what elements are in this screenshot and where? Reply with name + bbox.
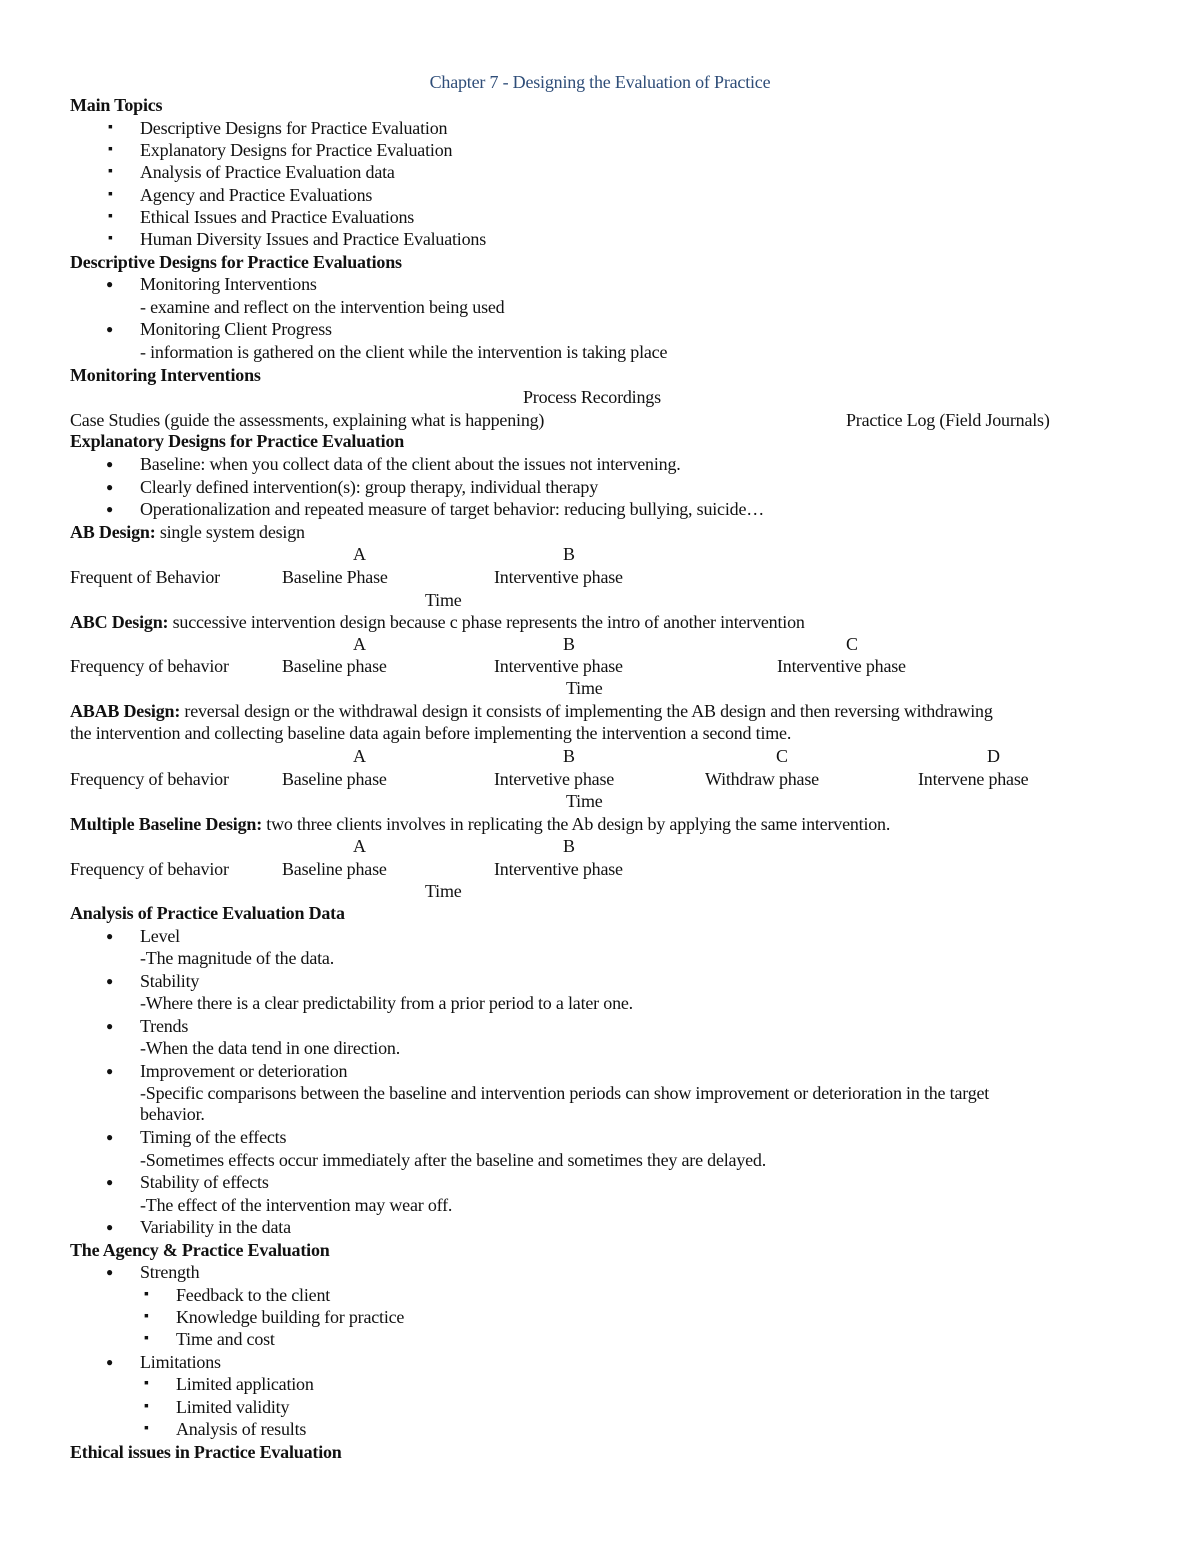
ab-phase-b: B — [563, 544, 575, 564]
abc-design-label: ABC Design: — [70, 612, 169, 632]
monitoring-heading: Monitoring Interventions — [70, 365, 261, 385]
abc-baseline: Baseline phase — [282, 656, 387, 676]
abab-intervene: Intervene phase — [918, 769, 1029, 789]
main-topic-item: ▪ Descriptive Designs for Practice Evaluation — [140, 117, 447, 139]
main-topic-item: ▪ Explanatory Designs for Practice Evaluation — [140, 139, 452, 161]
analysis-item: ● Stability — [140, 970, 199, 992]
abc-design-text: successive intervention design because c phase represents the intro of another intervention — [168, 612, 805, 632]
analysis-item-desc: behavior. — [140, 1104, 205, 1124]
main-topic-item: ▪ Human Diversity Issues and Practice Evaluations — [140, 228, 486, 250]
abab-phase-d: D — [987, 746, 1000, 766]
abc-interventive-1: Interventive phase — [494, 656, 623, 676]
multiple-interventive: Interventive phase — [494, 859, 623, 879]
agency-strength: ● Strength — [140, 1261, 199, 1283]
analysis-item: ● Stability of effects — [140, 1171, 269, 1193]
ethical-heading: Ethical issues in Practice Evaluation — [70, 1442, 342, 1462]
abab-design-text: reversal design or the withdrawal design it consists of implementing the AB design and then reversing withdrawing — [180, 701, 993, 721]
abab-phase-a: A — [353, 746, 366, 766]
multiple-frequency: Frequency of behavior — [70, 859, 229, 879]
abc-phase-a: A — [353, 634, 366, 654]
explanatory-item: ● Clearly defined intervention(s): group therapy, individual therapy — [140, 476, 598, 498]
abab-design-text-2: the intervention and collecting baseline data again before implementing the intervention a second time. — [70, 723, 792, 743]
abc-phase-b: B — [563, 634, 575, 654]
analysis-item-desc: -The effect of the intervention may wear off. — [140, 1195, 453, 1215]
agency-limitation-item: ▪ Analysis of results — [176, 1418, 306, 1440]
abab-withdraw: Withdraw phase — [705, 769, 819, 789]
abc-phase-c: C — [846, 634, 858, 654]
main-topics-heading: Main Topics — [70, 95, 163, 115]
ab-frequency: Frequent of Behavior — [70, 567, 220, 587]
abab-interventive: Intervetive phase — [494, 769, 615, 789]
descriptive-item: ● Monitoring Interventions — [140, 273, 317, 295]
agency-strength-item: ▪ Time and cost — [176, 1328, 275, 1350]
main-topic-item: ▪ Agency and Practice Evaluations — [140, 184, 372, 206]
analysis-item-desc: -Specific comparisons between the baseline and intervention periods can show improvement or deterioration in the target — [140, 1083, 990, 1103]
explanatory-heading: Explanatory Designs for Practice Evaluation — [70, 431, 405, 451]
explanatory-item: ● Baseline: when you collect data of the client about the issues not intervening. — [140, 453, 681, 475]
analysis-item-desc: -The magnitude of the data. — [140, 948, 335, 968]
multiple-time: Time — [425, 881, 462, 901]
process-recordings: Process Recordings — [523, 387, 661, 407]
practice-log: Practice Log (Field Journals) — [846, 410, 1050, 430]
analysis-item-desc: -When the data tend in one direction. — [140, 1038, 400, 1058]
multiple-design-label: Multiple Baseline Design: — [70, 814, 262, 834]
case-studies: Case Studies (guide the assessments, explaining what is happening) — [70, 410, 545, 430]
analysis-item-desc: -Where there is a clear predictability from a prior period to a later one. — [140, 993, 633, 1013]
abab-design-line — [70, 700, 993, 722]
abab-baseline: Baseline phase — [282, 769, 387, 789]
ab-time: Time — [425, 590, 462, 610]
agency-strength-item: ▪ Knowledge building for practice — [176, 1306, 404, 1328]
analysis-item: ● Improvement or deterioration — [140, 1060, 347, 1082]
analysis-item: ● Level — [140, 925, 180, 947]
ab-design-text: single system design — [155, 522, 305, 542]
ab-baseline: Baseline Phase — [282, 567, 388, 587]
multiple-phase-b: B — [563, 836, 575, 856]
abc-time: Time — [566, 678, 603, 698]
abab-time: Time — [566, 791, 603, 811]
multiple-design-text: two three clients involves in replicating the Ab design by applying the same intervention. — [262, 814, 891, 834]
analysis-item: ● Trends — [140, 1015, 188, 1037]
multiple-phase-a: A — [353, 836, 366, 856]
abab-frequency: Frequency of behavior — [70, 769, 229, 789]
descriptive-item-desc: - information is gathered on the client while the intervention is taking place — [140, 342, 668, 362]
abab-design-label: ABAB Design: — [70, 701, 181, 721]
agency-heading: The Agency & Practice Evaluation — [70, 1240, 330, 1260]
main-topic-item: ▪ Ethical Issues and Practice Evaluations — [140, 206, 414, 228]
descriptive-heading: Descriptive Designs for Practice Evaluations — [70, 252, 402, 272]
abc-design-line — [70, 611, 805, 633]
main-topic-item: ▪ Analysis of Practice Evaluation data — [140, 161, 395, 183]
ab-phase-a: A — [353, 544, 366, 564]
analysis-item: ● Timing of the effects — [140, 1126, 286, 1148]
agency-limitation-item: ▪ Limited application — [176, 1373, 314, 1395]
descriptive-item: ● Monitoring Client Progress — [140, 318, 332, 340]
analysis-heading: Analysis of Practice Evaluation Data — [70, 903, 345, 923]
agency-limitation-item: ▪ Limited validity — [176, 1396, 289, 1418]
descriptive-item-desc: - examine and reflect on the intervention being used — [140, 297, 505, 317]
analysis-item: ● Variability in the data — [140, 1216, 291, 1238]
page-title: Chapter 7 - Designing the Evaluation of Practice — [429, 72, 771, 92]
multiple-baseline: Baseline phase — [282, 859, 387, 879]
explanatory-item: ● Operationalization and repeated measure of target behavior: reducing bullying, suicide… — [140, 498, 764, 520]
ab-design-label: AB Design: — [70, 522, 156, 542]
abc-interventive-2: Interventive phase — [777, 656, 906, 676]
ab-design-line — [70, 521, 305, 543]
agency-strength-item: ▪ Feedback to the client — [176, 1284, 330, 1306]
agency-limitations: ● Limitations — [140, 1351, 221, 1373]
analysis-item-desc: -Sometimes effects occur immediately after the baseline and sometimes they are delayed. — [140, 1150, 767, 1170]
ab-interventive: Interventive phase — [494, 567, 623, 587]
multiple-design-line — [70, 813, 890, 835]
abc-frequency: Frequency of behavior — [70, 656, 229, 676]
abab-phase-b: B — [563, 746, 575, 766]
abab-phase-c: C — [776, 746, 788, 766]
